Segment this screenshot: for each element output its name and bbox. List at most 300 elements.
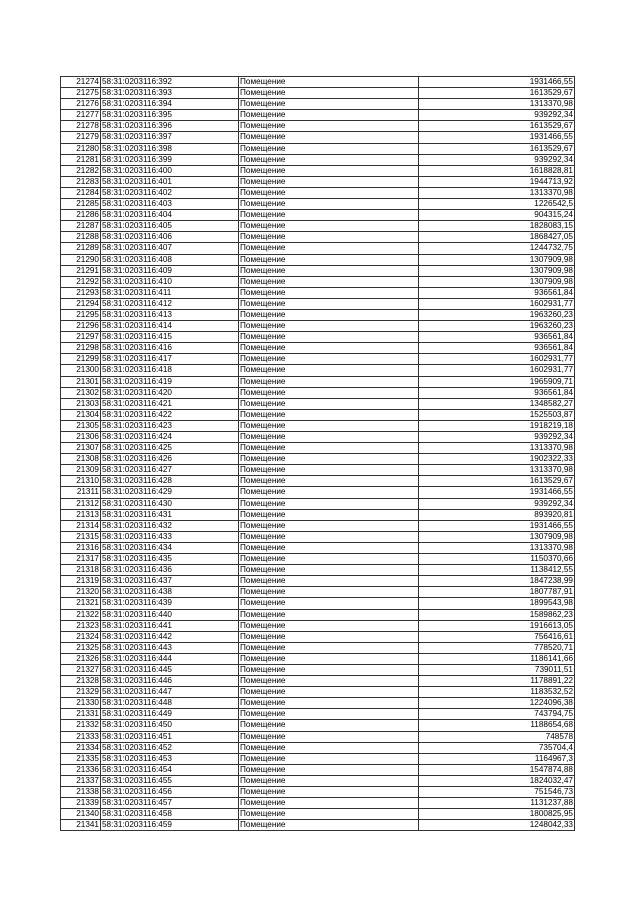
cadastral-value-cell: 939292,34 — [419, 432, 575, 443]
cadastral-value-cell: 1963260,23 — [419, 309, 575, 320]
cadastral-number-cell: 58:31:0203116:441 — [101, 620, 239, 631]
object-type-cell: Помещение — [239, 509, 419, 520]
table-row — [61, 520, 575, 531]
row-number-cell: 21336 — [61, 764, 101, 775]
row-number-cell: 21300 — [61, 365, 101, 376]
object-type-cell: Помещение — [239, 199, 419, 210]
cadastral-value-cell: 939292,34 — [419, 154, 575, 165]
table-row — [61, 365, 575, 376]
cadastral-value-cell: 1244732,75 — [419, 243, 575, 254]
row-number-cell: 21326 — [61, 653, 101, 664]
cadastral-value-cell: 1916613,05 — [419, 620, 575, 631]
cadastral-number-cell: 58:31:0203116:408 — [101, 254, 239, 265]
table-row — [61, 565, 575, 576]
cadastral-number-cell: 58:31:0203116:394 — [101, 99, 239, 110]
row-number-cell: 21320 — [61, 587, 101, 598]
cadastral-value-cell: 1131237,88 — [419, 798, 575, 809]
cadastral-value-cell: 1313370,98 — [419, 465, 575, 476]
cadastral-value-cell: 1613529,67 — [419, 143, 575, 154]
object-type-cell: Помещение — [239, 143, 419, 154]
table-row — [61, 176, 575, 187]
object-type-cell: Помещение — [239, 565, 419, 576]
row-number-cell: 21311 — [61, 487, 101, 498]
object-type-cell: Помещение — [239, 354, 419, 365]
table-row — [61, 764, 575, 775]
cadastral-number-cell: 58:31:0203116:414 — [101, 321, 239, 332]
cadastral-number-cell: 58:31:0203116:445 — [101, 664, 239, 675]
object-type-cell: Помещение — [239, 554, 419, 565]
table-row — [61, 542, 575, 553]
cadastral-number-cell: 58:31:0203116:449 — [101, 709, 239, 720]
table-row — [61, 742, 575, 753]
cadastral-number-cell: 58:31:0203116:418 — [101, 365, 239, 376]
table-row — [61, 254, 575, 265]
cadastral-value-cell: 1613529,67 — [419, 88, 575, 99]
object-type-cell: Помещение — [239, 798, 419, 809]
cadastral-number-cell: 58:31:0203116:400 — [101, 165, 239, 176]
object-type-cell: Помещение — [239, 820, 419, 831]
row-number-cell: 21281 — [61, 154, 101, 165]
row-number-cell: 21282 — [61, 165, 101, 176]
cadastral-value-cell: 1931466,55 — [419, 520, 575, 531]
object-type-cell: Помещение — [239, 210, 419, 221]
object-type-cell: Помещение — [239, 221, 419, 232]
object-type-cell: Помещение — [239, 165, 419, 176]
cadastral-value-cell: 739011,51 — [419, 664, 575, 675]
cadastral-number-cell: 58:31:0203116:412 — [101, 298, 239, 309]
row-number-cell: 21277 — [61, 110, 101, 121]
cadastral-number-cell: 58:31:0203116:450 — [101, 720, 239, 731]
cadastral-number-cell: 58:31:0203116:457 — [101, 798, 239, 809]
table-row — [61, 243, 575, 254]
cadastral-value-cell: 1313370,98 — [419, 443, 575, 454]
cadastral-value-cell: 1602931,77 — [419, 354, 575, 365]
cadastral-value-cell: 1931466,55 — [419, 132, 575, 143]
cadastral-number-cell: 58:31:0203116:458 — [101, 809, 239, 820]
cadastral-value-cell: 1313370,98 — [419, 187, 575, 198]
row-number-cell: 21303 — [61, 398, 101, 409]
cadastral-number-cell: 58:31:0203116:406 — [101, 232, 239, 243]
row-number-cell: 21325 — [61, 642, 101, 653]
cadastral-number-cell: 58:31:0203116:440 — [101, 609, 239, 620]
table-row — [61, 132, 575, 143]
table-row — [61, 309, 575, 320]
row-number-cell: 21283 — [61, 176, 101, 187]
cadastral-value-cell: 1547874,88 — [419, 764, 575, 775]
table-row — [61, 165, 575, 176]
table-row — [61, 121, 575, 132]
table-row — [61, 620, 575, 631]
object-type-cell: Помещение — [239, 343, 419, 354]
table-row — [61, 664, 575, 675]
cadastral-number-cell: 58:31:0203116:402 — [101, 187, 239, 198]
cadastral-value-cell: 1899543,98 — [419, 598, 575, 609]
cadastral-number-cell: 58:31:0203116:451 — [101, 731, 239, 742]
cadastral-number-cell: 58:31:0203116:432 — [101, 520, 239, 531]
row-number-cell: 21332 — [61, 720, 101, 731]
row-number-cell: 21306 — [61, 432, 101, 443]
cadastral-number-cell: 58:31:0203116:409 — [101, 265, 239, 276]
object-type-cell: Помещение — [239, 709, 419, 720]
object-type-cell: Помещение — [239, 742, 419, 753]
table-row — [61, 731, 575, 742]
table-row — [61, 487, 575, 498]
row-number-cell: 21284 — [61, 187, 101, 198]
cadastral-value-cell: 1164967,3 — [419, 753, 575, 764]
cadastral-number-cell: 58:31:0203116:456 — [101, 787, 239, 798]
table-row — [61, 598, 575, 609]
object-type-cell: Помещение — [239, 376, 419, 387]
cadastral-number-cell: 58:31:0203116:396 — [101, 121, 239, 132]
cadastral-number-cell: 58:31:0203116:448 — [101, 698, 239, 709]
row-number-cell: 21328 — [61, 676, 101, 687]
cadastral-value-cell: 1178891,22 — [419, 676, 575, 687]
row-number-cell: 21327 — [61, 664, 101, 675]
cadastral-value-cell: 1944713,92 — [419, 176, 575, 187]
row-number-cell: 21287 — [61, 221, 101, 232]
table-row — [61, 199, 575, 210]
cadastral-number-cell: 58:31:0203116:431 — [101, 509, 239, 520]
cadastral-number-cell: 58:31:0203116:420 — [101, 387, 239, 398]
row-number-cell: 21294 — [61, 298, 101, 309]
cadastral-number-cell: 58:31:0203116:438 — [101, 587, 239, 598]
cadastral-value-cell: 939292,34 — [419, 498, 575, 509]
row-number-cell: 21329 — [61, 687, 101, 698]
object-type-cell: Помещение — [239, 77, 419, 88]
table-row — [61, 88, 575, 99]
table-body — [61, 77, 575, 831]
table-row — [61, 77, 575, 88]
cadastral-value-cell: 1963260,23 — [419, 321, 575, 332]
row-number-cell: 21297 — [61, 332, 101, 343]
object-type-cell: Помещение — [239, 609, 419, 620]
cadastral-number-cell: 58:31:0203116:447 — [101, 687, 239, 698]
object-type-cell: Помещение — [239, 542, 419, 553]
cadastral-number-cell: 58:31:0203116:419 — [101, 376, 239, 387]
table-row — [61, 387, 575, 398]
cadastral-value-cell: 936561,84 — [419, 387, 575, 398]
table-row — [61, 210, 575, 221]
cadastral-value-cell: 1183532,52 — [419, 687, 575, 698]
cadastral-number-cell: 58:31:0203116:424 — [101, 432, 239, 443]
object-type-cell: Помещение — [239, 309, 419, 320]
cadastral-value-table — [60, 76, 575, 831]
cadastral-value-cell: 1348582,27 — [419, 398, 575, 409]
row-number-cell: 21275 — [61, 88, 101, 99]
cadastral-number-cell: 58:31:0203116:426 — [101, 454, 239, 465]
table-row — [61, 432, 575, 443]
object-type-cell: Помещение — [239, 265, 419, 276]
cadastral-value-cell: 751546,73 — [419, 787, 575, 798]
cadastral-number-cell: 58:31:0203116:435 — [101, 554, 239, 565]
row-number-cell: 21309 — [61, 465, 101, 476]
row-number-cell: 21314 — [61, 520, 101, 531]
object-type-cell: Помещение — [239, 443, 419, 454]
cadastral-value-cell: 743794,75 — [419, 709, 575, 720]
row-number-cell: 21322 — [61, 609, 101, 620]
cadastral-number-cell: 58:31:0203116:395 — [101, 110, 239, 121]
object-type-cell: Помещение — [239, 687, 419, 698]
row-number-cell: 21278 — [61, 121, 101, 132]
cadastral-value-cell: 735704,4 — [419, 742, 575, 753]
cadastral-number-cell: 58:31:0203116:428 — [101, 476, 239, 487]
table-row — [61, 687, 575, 698]
row-number-cell: 21286 — [61, 210, 101, 221]
cadastral-value-cell: 1307909,98 — [419, 254, 575, 265]
cadastral-number-cell: 58:31:0203116:392 — [101, 77, 239, 88]
row-number-cell: 21333 — [61, 731, 101, 742]
cadastral-value-cell: 1613529,67 — [419, 476, 575, 487]
cadastral-number-cell: 58:31:0203116:425 — [101, 443, 239, 454]
table-row — [61, 753, 575, 764]
table-row — [61, 143, 575, 154]
object-type-cell: Помещение — [239, 587, 419, 598]
object-type-cell: Помещение — [239, 99, 419, 110]
cadastral-value-cell: 1186141,66 — [419, 653, 575, 664]
row-number-cell: 21307 — [61, 443, 101, 454]
cadastral-number-cell: 58:31:0203116:411 — [101, 287, 239, 298]
table-row — [61, 187, 575, 198]
cadastral-number-cell: 58:31:0203116:459 — [101, 820, 239, 831]
table-row — [61, 265, 575, 276]
cadastral-number-cell: 58:31:0203116:422 — [101, 409, 239, 420]
object-type-cell: Помещение — [239, 298, 419, 309]
cadastral-value-cell: 1602931,77 — [419, 365, 575, 376]
cadastral-number-cell: 58:31:0203116:407 — [101, 243, 239, 254]
table-row — [61, 509, 575, 520]
row-number-cell: 21331 — [61, 709, 101, 720]
object-type-cell: Помещение — [239, 498, 419, 509]
row-number-cell: 21330 — [61, 698, 101, 709]
object-type-cell: Помещение — [239, 276, 419, 287]
cadastral-number-cell: 58:31:0203116:455 — [101, 775, 239, 786]
row-number-cell: 21341 — [61, 820, 101, 831]
cadastral-value-cell: 1902322,33 — [419, 454, 575, 465]
cadastral-value-cell: 936561,84 — [419, 332, 575, 343]
cadastral-number-cell: 58:31:0203116:404 — [101, 210, 239, 221]
table-row — [61, 99, 575, 110]
table-row — [61, 409, 575, 420]
object-type-cell: Помещение — [239, 110, 419, 121]
table-row — [61, 653, 575, 664]
table-row — [61, 787, 575, 798]
object-type-cell: Помещение — [239, 731, 419, 742]
object-type-cell: Помещение — [239, 698, 419, 709]
object-type-cell: Помещение — [239, 531, 419, 542]
object-type-cell: Помещение — [239, 720, 419, 731]
table-row — [61, 420, 575, 431]
row-number-cell: 21338 — [61, 787, 101, 798]
row-number-cell: 21301 — [61, 376, 101, 387]
table-row — [61, 720, 575, 731]
object-type-cell: Помещение — [239, 476, 419, 487]
cadastral-number-cell: 58:31:0203116:421 — [101, 398, 239, 409]
row-number-cell: 21288 — [61, 232, 101, 243]
object-type-cell: Помещение — [239, 454, 419, 465]
cadastral-number-cell: 58:31:0203116:436 — [101, 565, 239, 576]
object-type-cell: Помещение — [239, 398, 419, 409]
table-row — [61, 232, 575, 243]
table-row — [61, 221, 575, 232]
row-number-cell: 21290 — [61, 254, 101, 265]
table-row — [61, 498, 575, 509]
table-row — [61, 476, 575, 487]
table-row — [61, 376, 575, 387]
cadastral-number-cell: 58:31:0203116:444 — [101, 653, 239, 664]
cadastral-value-cell: 1138412,55 — [419, 565, 575, 576]
object-type-cell: Помещение — [239, 287, 419, 298]
table-row — [61, 798, 575, 809]
row-number-cell: 21334 — [61, 742, 101, 753]
object-type-cell: Помещение — [239, 243, 419, 254]
cadastral-value-cell: 1868427,05 — [419, 232, 575, 243]
row-number-cell: 21316 — [61, 542, 101, 553]
table-row — [61, 454, 575, 465]
table-row — [61, 443, 575, 454]
cadastral-number-cell: 58:31:0203116:415 — [101, 332, 239, 343]
cadastral-value-cell: 1847238,99 — [419, 576, 575, 587]
table-row — [61, 809, 575, 820]
cadastral-value-cell: 1307909,98 — [419, 531, 575, 542]
cadastral-value-cell: 893920,81 — [419, 509, 575, 520]
cadastral-value-cell: 1618828,81 — [419, 165, 575, 176]
table-row — [61, 110, 575, 121]
table-row — [61, 298, 575, 309]
table-row — [61, 609, 575, 620]
row-number-cell: 21308 — [61, 454, 101, 465]
cadastral-number-cell: 58:31:0203116:452 — [101, 742, 239, 753]
row-number-cell: 21291 — [61, 265, 101, 276]
object-type-cell: Помещение — [239, 787, 419, 798]
object-type-cell: Помещение — [239, 753, 419, 764]
object-type-cell: Помещение — [239, 332, 419, 343]
row-number-cell: 21304 — [61, 409, 101, 420]
row-number-cell: 21324 — [61, 631, 101, 642]
cadastral-value-cell: 1613529,67 — [419, 121, 575, 132]
row-number-cell: 21298 — [61, 343, 101, 354]
table-row — [61, 465, 575, 476]
object-type-cell: Помещение — [239, 576, 419, 587]
cadastral-value-cell: 778520,71 — [419, 642, 575, 653]
cadastral-value-cell: 1525503,87 — [419, 409, 575, 420]
cadastral-value-cell: 1602931,77 — [419, 298, 575, 309]
table-row — [61, 276, 575, 287]
cadastral-value-cell: 1313370,98 — [419, 542, 575, 553]
cadastral-value-cell: 1248042,33 — [419, 820, 575, 831]
cadastral-value-cell: 936561,84 — [419, 343, 575, 354]
row-number-cell: 21276 — [61, 99, 101, 110]
cadastral-value-cell: 748578 — [419, 731, 575, 742]
cadastral-value-cell: 1589862,23 — [419, 609, 575, 620]
cadastral-number-cell: 58:31:0203116:443 — [101, 642, 239, 653]
cadastral-value-cell: 1824032,47 — [419, 775, 575, 786]
object-type-cell: Помещение — [239, 809, 419, 820]
cadastral-number-cell: 58:31:0203116:417 — [101, 354, 239, 365]
table-row — [61, 398, 575, 409]
cadastral-number-cell: 58:31:0203116:434 — [101, 542, 239, 553]
table-row — [61, 343, 575, 354]
object-type-cell: Помещение — [239, 387, 419, 398]
cadastral-number-cell: 58:31:0203116:403 — [101, 199, 239, 210]
row-number-cell: 21312 — [61, 498, 101, 509]
cadastral-value-cell: 1150370,66 — [419, 554, 575, 565]
row-number-cell: 21292 — [61, 276, 101, 287]
cadastral-value-cell: 904315,24 — [419, 210, 575, 221]
row-number-cell: 21295 — [61, 309, 101, 320]
object-type-cell: Помещение — [239, 520, 419, 531]
cadastral-number-cell: 58:31:0203116:429 — [101, 487, 239, 498]
object-type-cell: Помещение — [239, 409, 419, 420]
row-number-cell: 21313 — [61, 509, 101, 520]
table-row — [61, 321, 575, 332]
cadastral-number-cell: 58:31:0203116:397 — [101, 132, 239, 143]
cadastral-number-cell: 58:31:0203116:430 — [101, 498, 239, 509]
cadastral-value-cell: 1307909,98 — [419, 265, 575, 276]
object-type-cell: Помещение — [239, 365, 419, 376]
object-type-cell: Помещение — [239, 154, 419, 165]
table-row — [61, 676, 575, 687]
table-row — [61, 698, 575, 709]
table-row — [61, 709, 575, 720]
cadastral-value-cell: 1224096,38 — [419, 698, 575, 709]
cadastral-number-cell: 58:31:0203116:416 — [101, 343, 239, 354]
cadastral-number-cell: 58:31:0203116:423 — [101, 420, 239, 431]
row-number-cell: 21337 — [61, 775, 101, 786]
table-row — [61, 554, 575, 565]
cadastral-value-cell: 1307909,98 — [419, 276, 575, 287]
object-type-cell: Помещение — [239, 187, 419, 198]
row-number-cell: 21335 — [61, 753, 101, 764]
row-number-cell: 21315 — [61, 531, 101, 542]
object-type-cell: Помещение — [239, 432, 419, 443]
table-row — [61, 332, 575, 343]
cadastral-value-cell: 1188654,68 — [419, 720, 575, 731]
object-type-cell: Помещение — [239, 775, 419, 786]
cadastral-number-cell: 58:31:0203116:446 — [101, 676, 239, 687]
object-type-cell: Помещение — [239, 764, 419, 775]
cadastral-number-cell: 58:31:0203116:405 — [101, 221, 239, 232]
cadastral-value-cell: 1226542,5 — [419, 199, 575, 210]
object-type-cell: Помещение — [239, 420, 419, 431]
table-row — [61, 631, 575, 642]
row-number-cell: 21340 — [61, 809, 101, 820]
object-type-cell: Помещение — [239, 487, 419, 498]
cadastral-value-cell: 1800825,95 — [419, 809, 575, 820]
cadastral-value-cell: 756416,61 — [419, 631, 575, 642]
object-type-cell: Помещение — [239, 176, 419, 187]
row-number-cell: 21319 — [61, 576, 101, 587]
cadastral-value-cell: 936561,84 — [419, 287, 575, 298]
object-type-cell: Помещение — [239, 132, 419, 143]
object-type-cell: Помещение — [239, 653, 419, 664]
cadastral-number-cell: 58:31:0203116:453 — [101, 753, 239, 764]
cadastral-value-cell: 1965909,71 — [419, 376, 575, 387]
row-number-cell: 21289 — [61, 243, 101, 254]
table-row — [61, 287, 575, 298]
table-row — [61, 531, 575, 542]
cadastral-number-cell: 58:31:0203116:398 — [101, 143, 239, 154]
table-row — [61, 354, 575, 365]
cadastral-number-cell: 58:31:0203116:433 — [101, 531, 239, 542]
cadastral-number-cell: 58:31:0203116:454 — [101, 764, 239, 775]
cadastral-value-cell: 1807787,91 — [419, 587, 575, 598]
object-type-cell: Помещение — [239, 254, 419, 265]
cadastral-number-cell: 58:31:0203116:442 — [101, 631, 239, 642]
object-type-cell: Помещение — [239, 631, 419, 642]
cadastral-value-cell: 1931466,55 — [419, 487, 575, 498]
row-number-cell: 21280 — [61, 143, 101, 154]
object-type-cell: Помещение — [239, 598, 419, 609]
